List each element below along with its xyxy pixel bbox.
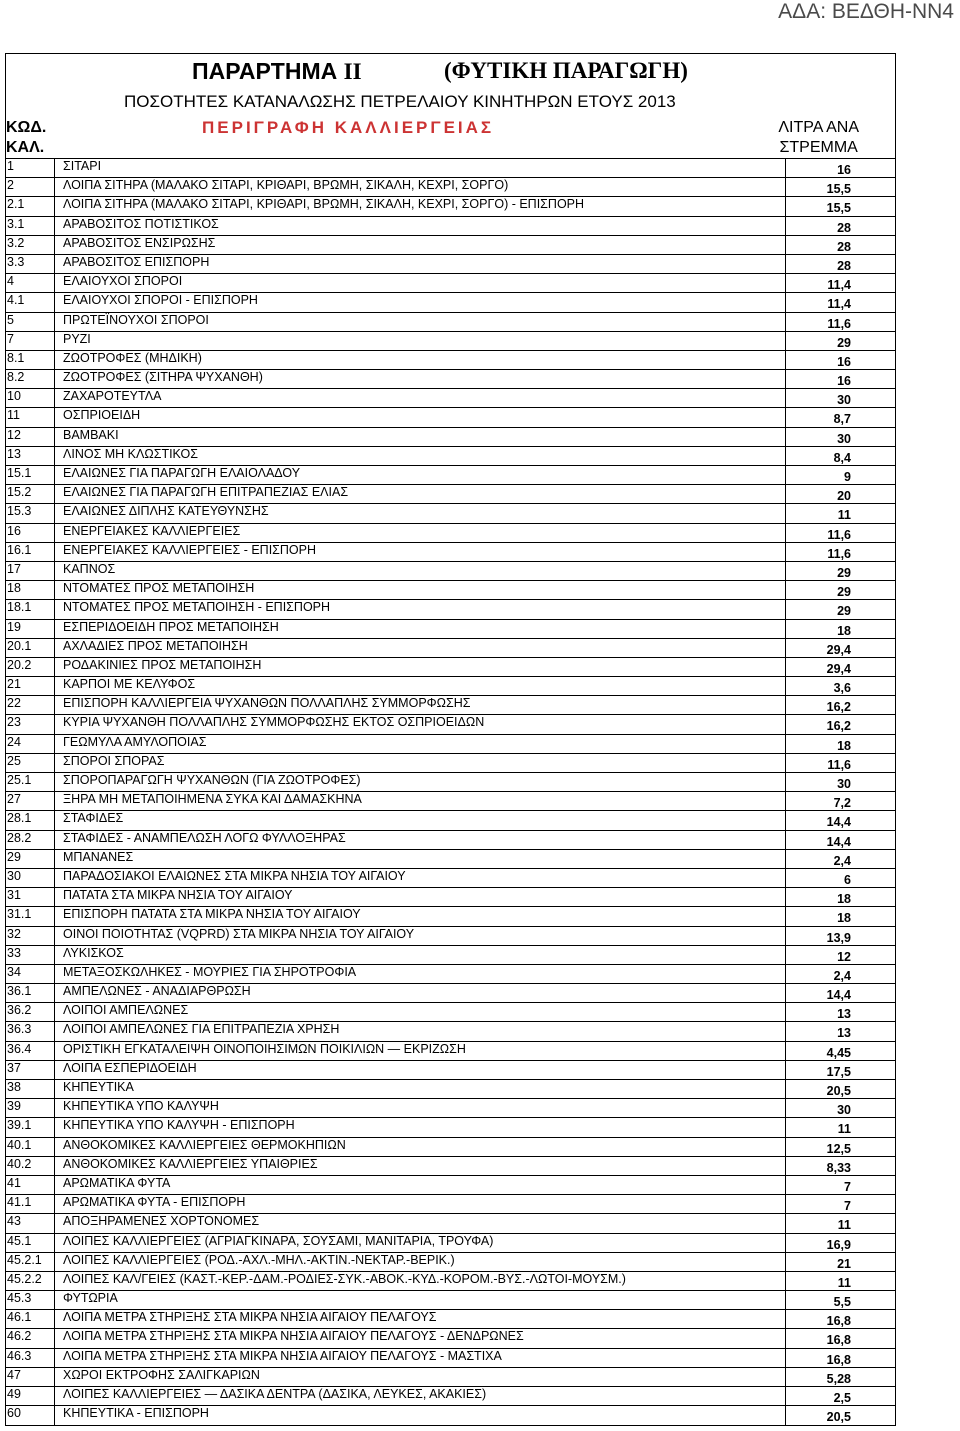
code-label-line1: ΚΩΔ.: [6, 119, 47, 136]
liters-per-stremma: 6: [785, 869, 895, 887]
crop-description: ΟΡΙΣΤΙΚΗ ΕΓΚΑΤΑΛΕΙΨΗ ΟΙΝΟΠΟΙΗΣΙΜΩΝ ΠΟΙΚΙΛΙΩΝ — ΕΚΡΙΖΩΣΗ: [63, 1041, 466, 1056]
table-row: [6, 485, 895, 504]
crop-code: 31: [6, 888, 55, 906]
crop-code: 19: [6, 620, 55, 638]
liters-per-stremma: 15,5: [785, 178, 895, 196]
crop-description: ΛΟΙΠΟΙ ΑΜΠΕΛΩΝΕΣ ΓΙΑ ΕΠΙΤΡΑΠΕΖΙΑ ΧΡΗΣΗ: [63, 1022, 340, 1037]
crop-description: ΜΕΤΑΞΟΣΚΩΛΗΚΕΣ - ΜΟΥΡΙΕΣ ΓΙΑ ΣΗΡΟΤΡΟΦΙΑ: [63, 964, 357, 979]
liters-per-stremma: 29: [785, 332, 895, 350]
table-row: [6, 850, 895, 869]
crop-code: 36.2: [6, 1003, 55, 1021]
crop-code: 8.2: [6, 370, 55, 388]
liters-per-stremma: 18: [785, 888, 895, 906]
liters-per-stremma: 11,6: [785, 543, 895, 561]
crop-description: ΣΤΑΦΙΔΕΣ: [63, 811, 124, 826]
crop-code: 32: [6, 927, 55, 945]
crop-description: ΚΗΠΕΥΤΙΚΑ - ΕΠΙΣΠΟΡΗ: [63, 1406, 209, 1421]
crop-code: 13: [6, 447, 55, 465]
crop-description: ΛΟΙΠΕΣ ΚΑΛΛΙΕΡΓΕΙΕΣ (ΑΓΡΙΑΓΚΙΝΑΡΑ, ΣΟΥΣΑΜΙ, ΜΑΝΙΤΑΡΙΑ, ΤΡΟΥΦΑ): [63, 1233, 494, 1248]
table-row: [6, 1329, 895, 1348]
table-row: [6, 658, 895, 677]
table-row: [6, 428, 895, 447]
liters-per-stremma: 30: [785, 773, 895, 791]
crop-description: ΝΤΟΜΑΤΕΣ ΠΡΟΣ ΜΕΤΑΠΟΙΗΣΗ: [63, 581, 255, 596]
table-row: [6, 620, 895, 639]
table-row: [6, 1042, 895, 1061]
liters-per-stremma: 11: [785, 1118, 895, 1136]
crop-code: 45.2.1: [6, 1253, 55, 1271]
crop-description: ΛΟΙΠΑ ΣΙΤΗΡΑ (ΜΑΛΑΚΟ ΣΙΤΑΡΙ, ΚΡΙΘΑΡΙ, ΒΡΩΜΗ, ΣΙΚΑΛΗ, ΚΕΧΡΙ, ΣΟΡΓΟ) - ΕΠΙΣΠΟΡΗ: [63, 197, 585, 212]
table-row: [6, 159, 895, 178]
liters-per-stremma: 30: [785, 389, 895, 407]
crop-description: ΠΡΩΤΕΪΝΟΥΧΟΙ ΣΠΟΡΟΙ: [63, 312, 209, 327]
crop-code: 36.3: [6, 1022, 55, 1040]
crop-code: 28.2: [6, 831, 55, 849]
crop-description: ΡΟΔΑΚΙΝΙΕΣ ΠΡΟΣ ΜΕΤΑΠΟΙΗΣΗ: [63, 657, 262, 672]
crop-code: 5: [6, 313, 55, 331]
crop-description: ΛΟΙΠΕΣ ΚΑΛΛΙΕΡΓΕΙΕΣ — ΔΑΣΙΚΑ ΔΕΝΤΡΑ (ΔΑΣΙΚΑ, ΛΕΥΚΕΣ, ΑΚΑΚΙΕΣ): [63, 1387, 487, 1401]
liters-per-stremma: 16,9: [785, 1234, 895, 1252]
table-row: [6, 562, 895, 581]
crop-description: ΣΠΟΡΟΙ ΣΠΟΡΑΣ: [63, 753, 165, 768]
code-column-header: [6, 118, 54, 158]
description-column-header: ΠΕΡΙΓΡΑΦΗ ΚΑΛΛΙΕΡΓΕΙΑΣ: [202, 118, 495, 137]
table-row: [6, 1176, 895, 1195]
crop-code: 15.3: [6, 504, 55, 522]
crop-code: 27: [6, 792, 55, 810]
table-row: [6, 293, 895, 312]
crop-code: 36.4: [6, 1042, 55, 1060]
table-row: [6, 1099, 895, 1118]
table-row: [6, 1138, 895, 1157]
crop-description: ΟΣΠΡΙΟΕΙΔΗ: [63, 408, 141, 423]
crop-description: ΚΗΠΕΥΤΙΚΑ ΥΠΟ ΚΑΛΥΨΗ: [63, 1099, 219, 1114]
liters-per-stremma: 2,5: [785, 1387, 895, 1405]
liters-per-stremma: 28: [785, 236, 895, 254]
crop-description: ΖΑΧΑΡΟΤΕΥΤΛΑ: [63, 389, 162, 404]
table-row: [6, 639, 895, 658]
liters-per-stremma: 7: [785, 1195, 895, 1213]
liters-per-stremma: 13,9: [785, 927, 895, 945]
crop-description: ΑΠΟΞΗΡΑΜΕΝΕΣ ΧΟΡΤΟΝΟΜΕΣ: [63, 1214, 260, 1229]
liters-per-stremma: 5,5: [785, 1291, 895, 1309]
crop-description: ΦΥΤΩΡΙΑ: [63, 1291, 118, 1306]
crop-description: ΡΥΖΙ: [63, 331, 91, 346]
crop-code: 45.1: [6, 1234, 55, 1252]
crop-description: ΣΤΑΦΙΔΕΣ - ΑΝΑΜΠΕΛΩΣΗ ΛΟΓΩ ΦΥΛΛΟΞΗΡΑΣ: [63, 830, 346, 845]
liters-per-stremma: 29,4: [785, 639, 895, 657]
crop-description: ΑΡΑΒΟΣΙΤΟΣ ΕΝΣΙΡΩΣΗΣ: [63, 235, 216, 250]
crop-code: 46.3: [6, 1349, 55, 1367]
crop-description: ΒΑΜΒΑΚΙ: [63, 427, 119, 442]
crop-description: ΕΛΑΙΩΝΕΣ ΓΙΑ ΠΑΡΑΓΩΓΗ ΕΛΑΙΟΛΑΔΟΥ: [63, 466, 301, 480]
ada-code: ΑΔΑ: ΒΕΔΘΗ-ΝΝ4: [778, 0, 954, 23]
liters-per-stremma: 12,5: [785, 1138, 895, 1156]
liters-per-stremma: 20: [785, 485, 895, 503]
liters-per-stremma: 20,5: [785, 1080, 895, 1098]
crop-code: 60: [6, 1406, 55, 1425]
liters-per-stremma: 11: [785, 1214, 895, 1232]
crop-code: 16.1: [6, 543, 55, 561]
liters-per-stremma: 11: [785, 504, 895, 522]
crop-description: ΛΟΙΠΑ ΜΕΤΡΑ ΣΤΗΡΙΞΗΣ ΣΤΑ ΜΙΚΡΑ ΝΗΣΙΑ ΑΙΓΑΙΟΥ ΠΕΛΑΓΟΥΣ - ΜΑΣΤΙΧΑ: [63, 1348, 502, 1363]
crop-code: 46.1: [6, 1310, 55, 1328]
liters-per-stremma: 5,28: [785, 1368, 895, 1386]
table-row: [6, 773, 895, 792]
crop-code: 47: [6, 1368, 55, 1386]
table-row: [6, 408, 895, 427]
crop-code: 39.1: [6, 1118, 55, 1136]
liters-per-stremma: 16: [785, 370, 895, 388]
table-row: [6, 389, 895, 408]
crop-description: ΛΟΙΠΑ ΜΕΤΡΑ ΣΤΗΡΙΞΗΣ ΣΤΑ ΜΙΚΡΑ ΝΗΣΙΑ ΑΙΓΑΙΟΥ ΠΕΛΑΓΟΥΣ: [63, 1310, 437, 1325]
table-row: [6, 1272, 895, 1291]
crop-code: 30: [6, 869, 55, 887]
table-row: [6, 1234, 895, 1253]
liters-per-stremma: 29,4: [785, 658, 895, 676]
crop-description: ΧΩΡΟΙ ΕΚΤΡΟΦΗΣ ΣΑΛΙΓΚΑΡΙΩΝ: [63, 1367, 260, 1382]
liters-per-stremma: 12: [785, 946, 895, 964]
table-row: [6, 1061, 895, 1080]
table-row: [6, 524, 895, 543]
liters-per-stremma: 11,4: [785, 293, 895, 311]
crop-description: ΑΡΩΜΑΤΙΚΑ ΦΥΤΑ - ΕΠΙΣΠΟΡΗ: [63, 1195, 246, 1210]
liters-per-stremma: 29: [785, 600, 895, 618]
crop-description: ΖΩΟΤΡΟΦΕΣ (ΜΗΔΙΚΗ): [63, 350, 202, 365]
crop-code: 1: [6, 159, 55, 177]
crop-description: ΑΧΛΑΔΙΕΣ ΠΡΟΣ ΜΕΤΑΠΟΙΗΣΗ: [63, 638, 248, 653]
liters-per-stremma: 4,45: [785, 1042, 895, 1060]
crop-description: ΕΣΠΕΡΙΔΟΕΙΔΗ ΠΡΟΣ ΜΕΤΑΠΟΙΗΣΗ: [63, 619, 279, 634]
crop-code: 29: [6, 850, 55, 868]
crop-code: 2.1: [6, 197, 55, 215]
liters-per-stremma: 30: [785, 1099, 895, 1117]
liters-per-stremma: 20,5: [785, 1406, 895, 1425]
crop-code: 38: [6, 1080, 55, 1098]
crop-code: 41: [6, 1176, 55, 1194]
crop-code: 21: [6, 677, 55, 695]
table-row: [6, 869, 895, 888]
crop-code: 7: [6, 332, 55, 350]
crop-description: ΚΑΠΝΟΣ: [63, 561, 116, 576]
liters-per-stremma: 11,4: [785, 274, 895, 292]
crop-description: ΛΙΝΟΣ ΜΗ ΚΛΩΣΤΙΚΟΣ: [63, 446, 198, 461]
liters-per-stremma: 21: [785, 1253, 895, 1271]
crop-description: ΛΟΙΠΑ ΜΕΤΡΑ ΣΤΗΡΙΞΗΣ ΣΤΑ ΜΙΚΡΑ ΝΗΣΙΑ ΑΙΓΑΙΟΥ ΠΕΛΑΓΟΥΣ - ΔΕΝΔΡΩΝΕΣ: [63, 1329, 524, 1344]
crop-code: 22: [6, 696, 55, 714]
liters-per-stremma: 8,7: [785, 408, 895, 426]
crop-description: ΚΥΡΙΑ ΨΥΧΑΝΘΗ ΠΟΛΛΑΠΛΗΣ ΣΥΜΜΟΡΦΩΣΗΣ ΕΚΤΟΣ ΟΣΠΡΙΟΕΙΔΩΝ: [63, 715, 485, 730]
table-row: [6, 600, 895, 619]
table-row: [6, 332, 895, 351]
crop-description: ΖΩΟΤΡΟΦΕΣ (ΣΙΤΗΡΑ ΨΥΧΑΝΘΗ): [63, 370, 263, 385]
table-row: [6, 888, 895, 907]
production-type: (ΦΥΤΙΚΗ ΠΑΡΑΓΩΓΗ): [444, 58, 688, 83]
liters-per-stremma: 8,33: [785, 1157, 895, 1175]
liters-per-stremma: 18: [785, 907, 895, 925]
liters-per-stremma: 8,4: [785, 447, 895, 465]
crop-description: ΑΜΠΕΛΩΝΕΣ - ΑΝΑΔΙΑΡΘΡΩΣΗ: [63, 984, 251, 999]
table-row: [6, 1003, 895, 1022]
table-row: [6, 447, 895, 466]
liters-per-stremma: 14,4: [785, 984, 895, 1002]
table-row: [6, 466, 895, 485]
table-row: [6, 1406, 895, 1425]
crop-code: 4: [6, 274, 55, 292]
crop-description: ΕΠΙΣΠΟΡΗ ΚΑΛΛΙΕΡΓΕΙΑ ΨΥΧΑΝΘΩΝ ΠΟΛΛΑΠΛΗΣ ΣΥΜΜΟΡΦΩΣΗΣ: [63, 696, 471, 711]
crop-code: 3.1: [6, 217, 55, 235]
crop-code: 12: [6, 428, 55, 446]
liters-per-stremma: 2,4: [785, 850, 895, 868]
crop-code: 20.1: [6, 639, 55, 657]
liters-per-stremma: 11,6: [785, 524, 895, 542]
crop-description: ΛΟΙΠΑ ΣΙΤΗΡΑ (ΜΑΛΑΚΟ ΣΙΤΑΡΙ, ΚΡΙΘΑΡΙ, ΒΡΩΜΗ, ΣΙΚΑΛΗ, ΚΕΧΡΙ, ΣΟΡΓΟ): [63, 178, 509, 193]
crop-code: 43: [6, 1214, 55, 1232]
table-row: [6, 543, 895, 562]
liters-per-stremma: 11,6: [785, 754, 895, 772]
table-row: [6, 351, 895, 370]
crop-description: ΕΛΑΙΩΝΕΣ ΓΙΑ ΠΑΡΑΓΩΓΗ ΕΠΙΤΡΑΠΕΖΙΑΣ ΕΛΙΑΣ: [63, 485, 349, 500]
crop-code: 45.3: [6, 1291, 55, 1309]
liters-per-stremma: 16,8: [785, 1349, 895, 1367]
liters-per-stremma: 7,2: [785, 792, 895, 810]
crop-code: 17: [6, 562, 55, 580]
liters-per-stremma: 7: [785, 1176, 895, 1194]
table-row: [6, 696, 895, 715]
table-row: [6, 581, 895, 600]
crop-description: ΑΡΩΜΑΤΙΚΑ ΦΥΤΑ: [63, 1175, 171, 1190]
liters-per-stremma: 14,4: [785, 811, 895, 829]
crop-code: 45.2.2: [6, 1272, 55, 1290]
crop-code: 2: [6, 178, 55, 196]
liters-per-stremma: 15,5: [785, 197, 895, 215]
crop-code: 40.2: [6, 1157, 55, 1175]
crop-code: 34: [6, 965, 55, 983]
liters-per-stremma: 11,6: [785, 313, 895, 331]
crop-description: ΕΛΑΙΟΥΧΟΙ ΣΠΟΡΟΙ: [63, 274, 183, 289]
crop-code: 10: [6, 389, 55, 407]
crop-code: 8.1: [6, 351, 55, 369]
liters-per-stremma: 13: [785, 1022, 895, 1040]
liters-per-stremma: 16,8: [785, 1329, 895, 1347]
crop-code: 4.1: [6, 293, 55, 311]
table-row: [6, 1022, 895, 1041]
crop-description: ΠΑΤΑΤΑ ΣΤΑ ΜΙΚΡΑ ΝΗΣΙΑ ΤΟΥ ΑΙΓΑΙΟΥ: [63, 888, 293, 903]
table-row: [6, 255, 895, 274]
crop-code: 39: [6, 1099, 55, 1117]
crop-code: 15.2: [6, 485, 55, 503]
crop-code: 18: [6, 581, 55, 599]
liters-per-stremma: 16,8: [785, 1310, 895, 1328]
table-row: [6, 792, 895, 811]
crop-description: ΛΟΙΠΕΣ ΚΑΛ/ΓΕΙΕΣ (ΚΑΣΤ.-ΚΕΡ.-ΔΑΜ.-ΡΟΔΙΕΣ-ΣΥΚ.-ΑΒΟΚ.-ΚΥΔ.-ΚΟΡΟΜ.-ΒΥΣ.-ΛΩΤΟΙ-ΜΟΥΣΜ.): [63, 1271, 626, 1286]
table-row: [6, 504, 895, 523]
crop-code: 31.1: [6, 907, 55, 925]
table-row: [6, 984, 895, 1003]
table-header: [6, 54, 895, 159]
crop-code: 23: [6, 715, 55, 733]
crop-description: ΑΡΑΒΟΣΙΤΟΣ ΕΠΙΣΠΟΡΗ: [63, 254, 210, 269]
crop-description: ΜΠΑΝΑΝΕΣ: [63, 849, 134, 864]
crop-code: 28.1: [6, 811, 55, 829]
table-row: [6, 1291, 895, 1310]
crop-description: ΚΑΡΠΟΙ ΜΕ ΚΕΛΥΦΟΣ: [63, 677, 196, 692]
crop-description: ΟΙΝΟΙ ΠΟΙΟΤΗΤΑΣ (VQPRD) ΣΤΑ ΜΙΚΡΑ ΝΗΣΙΑ ΤΟΥ ΑΙΓΑΙΟΥ: [63, 926, 415, 941]
crop-description: ΕΛΑΙΟΥΧΟΙ ΣΠΟΡΟΙ - ΕΠΙΣΠΟΡΗ: [63, 293, 258, 308]
liters-per-stremma: 13: [785, 1003, 895, 1021]
crop-code: 25.1: [6, 773, 55, 791]
table-row: [6, 1080, 895, 1099]
table-row: [6, 1310, 895, 1329]
crop-code: 49: [6, 1387, 55, 1405]
crop-code: 41.1: [6, 1195, 55, 1213]
table-row: [6, 715, 895, 734]
crop-code: 46.2: [6, 1329, 55, 1347]
table-row: [6, 197, 895, 216]
liters-per-stremma: 30: [785, 428, 895, 446]
crop-code: 3.2: [6, 236, 55, 254]
annex-number: II: [343, 59, 362, 84]
table-row: [6, 370, 895, 389]
crop-description: ΑΝΘΟΚΟΜΙΚΕΣ ΚΑΛΛΙΕΡΓΕΙΕΣ ΥΠΑΙΘΡΙΕΣ: [63, 1156, 318, 1171]
liters-per-stremma: 18: [785, 735, 895, 753]
liters-label-line1: ΛΙΤΡΑ ΑΝΑ: [778, 119, 859, 136]
table-row: [6, 965, 895, 984]
crop-code: 16: [6, 524, 55, 542]
crop-code: 25: [6, 754, 55, 772]
crop-description: ΕΠΙΣΠΟΡΗ ΠΑΤΑΤΑ ΣΤΑ ΜΙΚΡΑ ΝΗΣΙΑ ΤΟΥ ΑΙΓΑΙΟΥ: [63, 907, 361, 922]
table-row: [6, 236, 895, 255]
crop-code: 36.1: [6, 984, 55, 1002]
liters-per-stremma: 16,2: [785, 715, 895, 733]
annex-table: [5, 53, 896, 1426]
crop-code: 15.1: [6, 466, 55, 484]
annex-word: ΠΑΡΑΡΤΗΜΑ: [192, 58, 338, 84]
table-row: [6, 927, 895, 946]
crop-description: ΓΕΩΜΥΛΑ ΑΜΥΛΟΠΟΙΑΣ: [63, 734, 207, 749]
crop-description: ΑΡΑΒΟΣΙΤΟΣ ΠΟΤΙΣΤΙΚΟΣ: [63, 216, 219, 231]
table-row: [6, 1387, 895, 1406]
table-row: [6, 811, 895, 830]
crop-description: ΝΤΟΜΑΤΕΣ ΠΡΟΣ ΜΕΤΑΠΟΙΗΣΗ - ΕΠΙΣΠΟΡΗ: [63, 600, 331, 615]
liters-per-stremma: 11: [785, 1272, 895, 1290]
liters-per-stremma: 16: [785, 351, 895, 369]
liters-per-stremma: 28: [785, 217, 895, 235]
annex-title: [192, 58, 362, 85]
crop-description: ΕΝΕΡΓΕΙΑΚΕΣ ΚΑΛΛΙΕΡΓΕΙΕΣ - ΕΠΙΣΠΟΡΗ: [63, 542, 317, 557]
liters-per-stremma: 3,6: [785, 677, 895, 695]
table-row: [6, 1195, 895, 1214]
table-row: [6, 1349, 895, 1368]
crop-code: 11: [6, 408, 55, 426]
crop-description: ΛΥΚΙΣΚΟΣ: [63, 945, 124, 960]
crop-description: ΠΑΡΑΔΟΣΙΑΚΟΙ ΕΛΑΙΩΝΕΣ ΣΤΑ ΜΙΚΡΑ ΝΗΣΙΑ ΤΟΥ ΑΙΓΑΙΟΥ: [63, 868, 406, 883]
table-row: [6, 1157, 895, 1176]
liters-per-stremma: 28: [785, 255, 895, 273]
table-row: [6, 754, 895, 773]
table-row: [6, 1253, 895, 1272]
document-title: ΠΟΣΟΤΗΤΕΣ ΚΑΤΑΝΑΛΩΣΗΣ ΠΕΤΡΕΛΑΙΟΥ ΚΙΝΗΤΗΡΩΝ ΕΤΟΥΣ 2013: [124, 92, 676, 111]
table-row: [6, 178, 895, 197]
liters-per-stremma: 17,5: [785, 1061, 895, 1079]
table-row: [6, 1214, 895, 1233]
crop-description: ΕΝΕΡΓΕΙΑΚΕΣ ΚΑΛΛΙΕΡΓΕΙΕΣ: [63, 523, 241, 538]
crop-description: ΛΟΙΠΟΙ ΑΜΠΕΛΩΝΕΣ: [63, 1003, 189, 1018]
crop-description: ΚΗΠΕΥΤΙΚΑ: [63, 1080, 134, 1094]
table-row: [6, 831, 895, 850]
liters-label-line2: ΣΤΡΕΜΜΑ: [779, 139, 858, 156]
table-row: [6, 1118, 895, 1137]
crop-description: ΛΟΙΠΑ ΕΣΠΕΡΙΔΟΕΙΔΗ: [63, 1060, 197, 1075]
table-row: [6, 946, 895, 965]
liters-per-stremma: 29: [785, 581, 895, 599]
table-body: [6, 159, 895, 1425]
liters-per-stremma: 2,4: [785, 965, 895, 983]
liters-column-header: [778, 118, 859, 158]
crop-description: ΣΠΟΡΟΠΑΡΑΓΩΓΗ ΨΥΧΑΝΘΩΝ (ΓΙΑ ΖΩΟΤΡΟΦΕΣ): [63, 773, 361, 787]
crop-code: 37: [6, 1061, 55, 1079]
crop-description: ΑΝΘΟΚΟΜΙΚΕΣ ΚΑΛΛΙΕΡΓΕΙΕΣ ΘΕΡΜΟΚΗΠΙΩΝ: [63, 1137, 346, 1152]
table-row: [6, 735, 895, 754]
code-label-line2: ΚΑΛ.: [6, 139, 45, 156]
liters-per-stremma: 29: [785, 562, 895, 580]
crop-code: 18.1: [6, 600, 55, 618]
crop-code: 40.1: [6, 1138, 55, 1156]
table-row: [6, 217, 895, 236]
crop-description: ΛΟΙΠΕΣ ΚΑΛΛΙΕΡΓΕΙΕΣ (ΡΟΔ.-ΑΧΛ.-ΜΗΛ.-ΑΚΤΙΝ.-ΝΕΚΤΑΡ.-ΒΕΡΙΚ.): [63, 1252, 455, 1267]
crop-code: 24: [6, 735, 55, 753]
crop-code: 33: [6, 946, 55, 964]
table-row: [6, 313, 895, 332]
crop-code: 20.2: [6, 658, 55, 676]
liters-per-stremma: 16: [785, 159, 895, 177]
table-row: [6, 907, 895, 926]
crop-description: ΚΗΠΕΥΤΙΚΑ ΥΠΟ ΚΑΛΥΨΗ - ΕΠΙΣΠΟΡΗ: [63, 1118, 295, 1133]
liters-per-stremma: 18: [785, 620, 895, 638]
table-row: [6, 274, 895, 293]
crop-description: ΣΙΤΑΡΙ: [63, 159, 102, 173]
table-row: [6, 1368, 895, 1387]
crop-description: ΕΛΑΙΩΝΕΣ ΔΙΠΛΗΣ ΚΑΤΕΥΘΥΝΣΗΣ: [63, 504, 269, 519]
table-row: [6, 677, 895, 696]
liters-per-stremma: 14,4: [785, 831, 895, 849]
liters-per-stremma: 16,2: [785, 696, 895, 714]
liters-per-stremma: 9: [785, 466, 895, 484]
crop-description: ΞΗΡΑ ΜΗ ΜΕΤΑΠΟΙΗΜΕΝΑ ΣΥΚΑ ΚΑΙ ΔΑΜΑΣΚΗΝΑ: [63, 792, 362, 807]
crop-code: 3.3: [6, 255, 55, 273]
